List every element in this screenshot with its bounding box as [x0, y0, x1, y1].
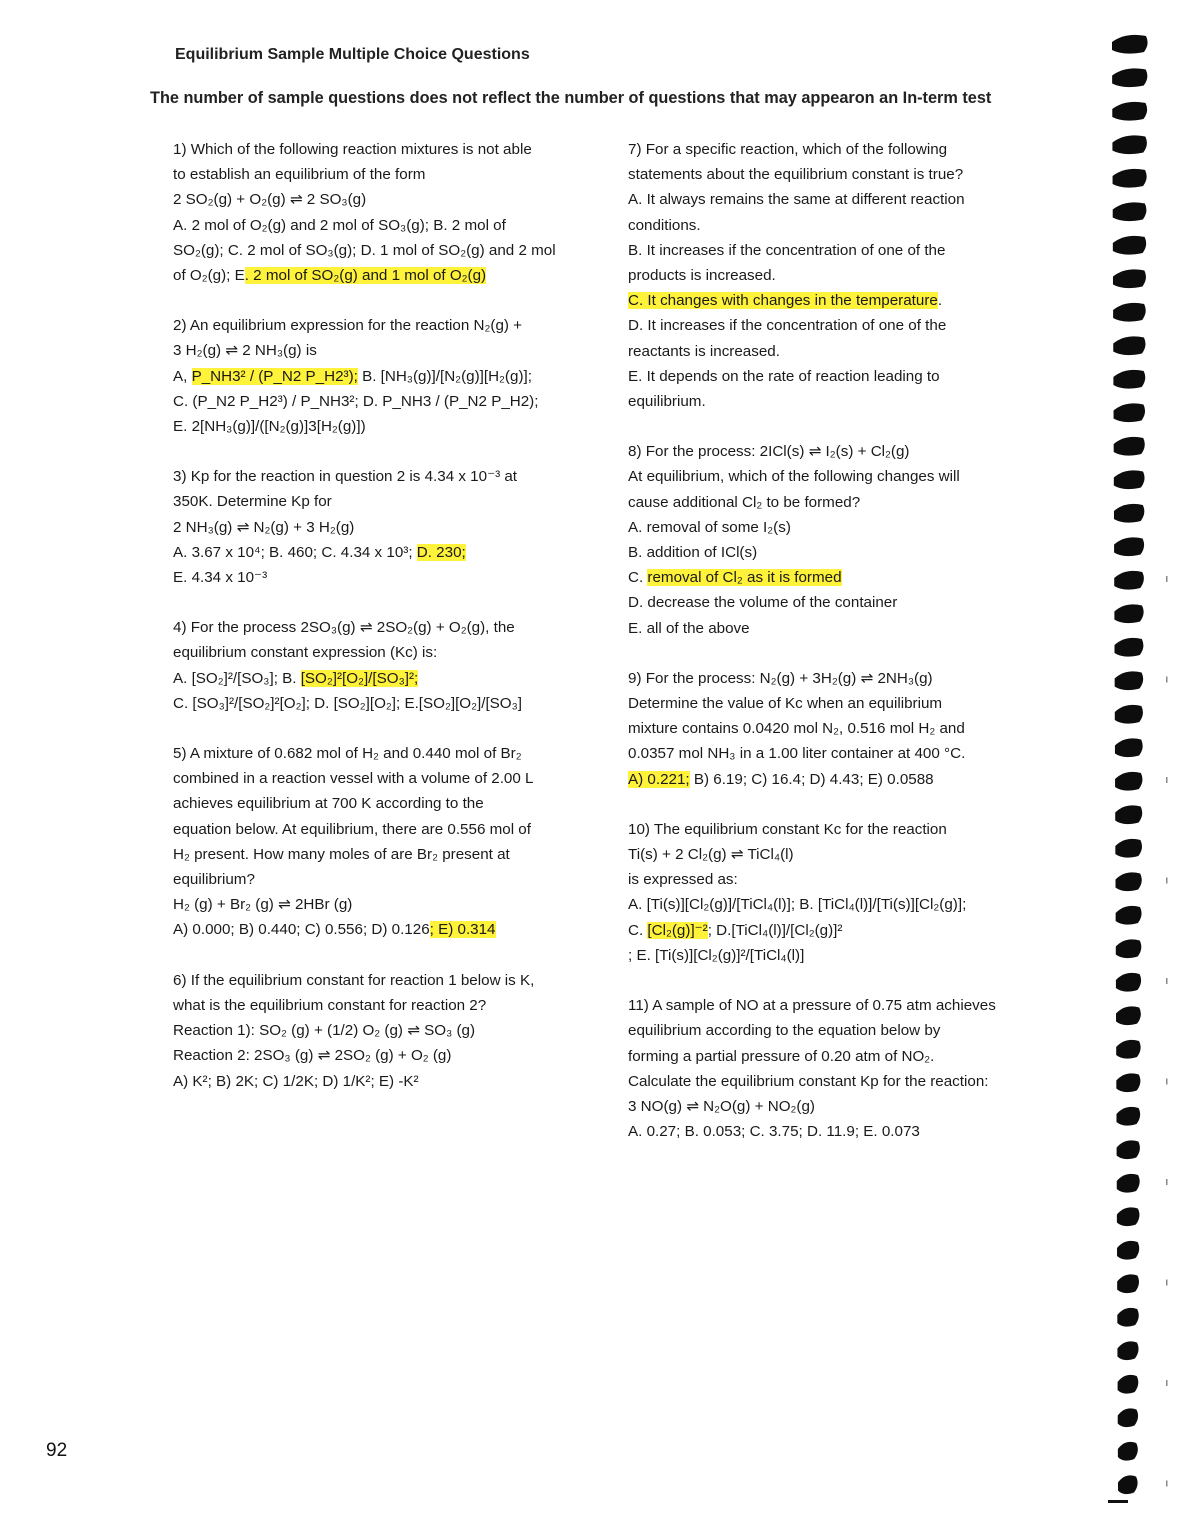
question-text: A. 2 mol of O₂(g) and 2 mol of SO₃(g); B. 2 mol of [173, 216, 506, 234]
question-line [628, 716, 1028, 741]
question-line [173, 565, 593, 590]
question-line [628, 1119, 1028, 1144]
question-text: forming a partial pressure of 0.20 atm of NO₂. [628, 1047, 935, 1065]
question-text: A. [Ti(s)][Cl₂(g)]/[TiCl₄(l)]; B. [TiCl₄(l)]/[Ti(s)][Cl₂(g)]; [628, 896, 967, 914]
question-text: A, [173, 367, 192, 385]
question-text: B) 6.19; C) 16.4; D) 4.43; E) 0.0588 [689, 770, 934, 788]
question-text: A. removal of some I₂(s) [628, 518, 791, 536]
binding-ring [1114, 537, 1144, 556]
question-text: 3) Kp for the reaction in question 2 is 4.34 x 10⁻³ at [173, 468, 518, 486]
binding-ring [1113, 303, 1146, 322]
question-text: E. It depends on the rate of reaction leading to [628, 367, 940, 385]
binding-ring [1117, 1174, 1140, 1193]
binding-ring [1116, 1107, 1140, 1126]
binding-ring [1115, 772, 1142, 791]
question-text: C. [628, 569, 648, 587]
question-text: Reaction 1): SO₂ (g) + (1/2) O₂ (g) ⇌ SO₃ (g) [173, 1022, 476, 1040]
question-text: equilibrium. [628, 393, 706, 411]
binding-ring [1113, 336, 1145, 355]
question-line [173, 464, 593, 489]
binding-ring [1113, 202, 1147, 221]
binding-hole-mark [1166, 878, 1168, 884]
binding-ring [1117, 1308, 1138, 1327]
binding-ring [1116, 973, 1141, 992]
question-line [173, 666, 593, 691]
question-line [173, 1043, 593, 1068]
question-line [628, 162, 1028, 187]
question-text: B. It increases if the concentration of one of the [628, 241, 946, 259]
question-line [173, 640, 593, 665]
question-text: conditions. [628, 216, 701, 234]
binding-ring [1116, 906, 1142, 925]
binding-hole-mark [1166, 1179, 1168, 1185]
binding-ring [1115, 872, 1141, 891]
question-block [173, 968, 593, 1094]
question-text: 11) A sample of NO at a pressure of 0.75 atm achieves [628, 997, 996, 1015]
binding-hole-mark [1166, 576, 1168, 582]
question-line [628, 767, 1028, 792]
binding-hole-mark [1166, 1280, 1168, 1286]
binding-ring [1115, 638, 1144, 657]
question-text: A. [SO₂]²/[SO₃]; B. [173, 669, 301, 687]
question-block [173, 137, 593, 288]
binding-hole-mark [1166, 1380, 1168, 1386]
question-text: D. decrease the volume of the container [628, 594, 898, 612]
question-line [628, 464, 1028, 489]
question-line [628, 439, 1028, 464]
question-line [173, 414, 593, 439]
page-title: Equilibrium Sample Multiple Choice Questions [175, 46, 530, 63]
binding-ring [1114, 437, 1145, 456]
question-line [173, 263, 593, 288]
question-text: of O₂(g); E [173, 267, 245, 285]
question-line [628, 1044, 1028, 1069]
binding-hole-mark [1166, 1481, 1168, 1487]
question-block [628, 666, 1028, 792]
question-line [173, 917, 593, 942]
question-line [628, 1094, 1028, 1119]
binding-ring [1117, 1207, 1140, 1226]
question-line [628, 590, 1028, 615]
question-text: 3 NO(g) ⇌ N₂O(g) + NO₂(g) [628, 1097, 815, 1115]
question-text: equilibrium according to the equation below by [628, 1022, 941, 1040]
highlighted-answer: [SO₂]²[O₂]/[SO₃]²; [300, 669, 419, 687]
question-text: C. [SO₃]²/[SO₂]²[O₂]; D. [SO₂][O₂]; E.[SO₂][O₂]/[SO₃] [173, 694, 523, 712]
binding-base-line [1108, 1500, 1128, 1503]
question-text: H₂ present. How many moles of are Br₂ present at [173, 845, 510, 863]
question-text: products is increased. [628, 267, 776, 285]
binding-ring [1114, 470, 1145, 489]
question-line [173, 791, 593, 816]
binding-ring [1117, 1241, 1139, 1260]
question-block [173, 313, 593, 439]
question-line [173, 993, 593, 1018]
question-text: ; E. [Ti(s)][Cl₂(g)]²/[TiCl₄(l)] [628, 946, 805, 964]
question-line [628, 867, 1028, 892]
page-subtitle: The number of sample questions does not reflect the number of questions that may appearon an In-term test [150, 89, 992, 107]
question-text: B. [NH₃(g)]/[N₂(g)][H₂(g)]; [357, 367, 532, 385]
binding-ring [1112, 102, 1147, 121]
question-line [628, 389, 1028, 414]
binding-ring [1118, 1442, 1138, 1461]
question-line [628, 1018, 1028, 1043]
question-text: combined in a reaction vessel with a volume of 2.00 L [173, 770, 534, 788]
question-line [628, 817, 1028, 842]
binding-hole-mark [1166, 1079, 1168, 1085]
binding-ring [1113, 236, 1146, 255]
question-block [173, 741, 593, 943]
question-text: At equilibrium, which of the following changes will [628, 468, 960, 486]
question-text: 6) If the equilibrium constant for reaction 1 below is K, [173, 971, 535, 989]
binding-ring [1117, 1341, 1138, 1360]
question-text: 0.0357 mol NH₃ in a 1.00 liter container at 400 °C. [628, 745, 966, 763]
highlighted-answer: C. It changes with changes in the temperature [628, 292, 938, 310]
right-question-column [628, 137, 1028, 1169]
highlighted-answer: A) 0.221; [628, 770, 690, 788]
question-line [173, 1018, 593, 1043]
question-line [173, 892, 593, 917]
question-line [628, 137, 1028, 162]
question-line [173, 137, 593, 162]
page-number: 92 [46, 1440, 68, 1461]
question-text: 5) A mixture of 0.682 mol of H₂ and 0.440 mol of Br₂ [173, 745, 522, 763]
binding-ring [1118, 1475, 1138, 1494]
question-line [628, 540, 1028, 565]
question-text: equilibrium? [173, 871, 255, 889]
question-text: 1) Which of the following reaction mixtures is not able [173, 141, 532, 158]
binding-ring [1114, 571, 1144, 590]
question-text: 10) The equilibrium constant Kc for the reaction [628, 820, 947, 838]
binding-ring [1113, 370, 1145, 389]
question-line [173, 162, 593, 187]
question-line [628, 213, 1028, 238]
question-text: what is the equilibrium constant for reaction 2? [173, 996, 487, 1014]
question-line [628, 364, 1028, 389]
question-line [628, 490, 1028, 515]
question-line [173, 489, 593, 514]
question-line [628, 943, 1028, 968]
binding-ring [1114, 403, 1146, 422]
question-text: D. It increases if the concentration of one of the [628, 317, 947, 335]
question-line [173, 238, 593, 263]
question-text: equation below. At equilibrium, there are 0.556 mol of [173, 820, 531, 838]
binding-ring [1113, 169, 1147, 188]
question-text: A. 0.27; B. 0.053; C. 3.75; D. 11.9; E. 0.073 [628, 1123, 920, 1141]
binding-ring [1118, 1375, 1139, 1394]
question-text: Reaction 2: 2SO₃ (g) ⇌ 2SO₂ (g) + O₂ (g) [173, 1047, 452, 1065]
binding-ring [1118, 1408, 1138, 1427]
question-text: mixture contains 0.0420 mol N₂, 0.516 mol H₂ and [628, 720, 965, 738]
question-line [173, 515, 593, 540]
question-block [628, 137, 1028, 414]
binding-ring [1116, 939, 1142, 958]
question-text: C. [628, 921, 648, 939]
binding-ring [1115, 805, 1142, 824]
question-line [173, 766, 593, 791]
binding-ring [1115, 671, 1144, 690]
question-text: achieves equilibrium at 700 K according to the [173, 795, 484, 813]
question-text: 4) For the process 2SO₃(g) ⇌ 2SO₂(g) + O₂(g), the [173, 619, 515, 637]
question-text: C. (P_N2 P_H2³) / P_NH3²; D. P_NH3 / (P_N2 P_H2); [173, 392, 539, 410]
highlighted-answer: removal of Cl₂ as it is formed [647, 569, 842, 587]
question-line [173, 867, 593, 892]
question-line [173, 540, 593, 565]
question-line [628, 892, 1028, 917]
question-line [628, 313, 1028, 338]
spiral-binding-graphic [1108, 30, 1200, 1530]
question-line [628, 741, 1028, 766]
question-block [628, 439, 1028, 641]
question-text: 2) An equilibrium expression for the reaction N₂(g) + [173, 317, 523, 335]
question-line [628, 263, 1028, 288]
question-line [628, 1069, 1028, 1094]
question-line [173, 691, 593, 716]
question-line [173, 968, 593, 993]
question-text: Ti(s) + 2 Cl₂(g) ⇌ TiCl₄(l) [628, 846, 794, 864]
question-line [173, 615, 593, 640]
question-text: A. It always remains the same at different reaction [628, 191, 965, 209]
question-line [173, 741, 593, 766]
question-text: statements about the equilibrium constant is true? [628, 166, 964, 184]
question-line [628, 515, 1028, 540]
binding-ring [1112, 68, 1147, 87]
binding-ring [1116, 1006, 1141, 1025]
question-text: E. 4.34 x 10⁻³ [173, 569, 268, 587]
binding-ring [1114, 504, 1144, 523]
binding-ring [1115, 839, 1142, 858]
binding-hole-mark [1166, 777, 1168, 783]
question-text: 9) For the process: N₂(g) + 3H₂(g) ⇌ 2NH₃(g) [628, 669, 933, 687]
question-text: H₂ (g) + Br₂ (g) ⇌ 2HBr (g) [173, 896, 353, 914]
question-line [628, 339, 1028, 364]
question-line [173, 338, 593, 363]
question-text: Determine the value of Kc when an equilibrium [628, 695, 943, 713]
question-text: cause additional Cl₂ to be formed? [628, 493, 861, 511]
question-text: 8) For the process: 2ICl(s) ⇌ I₂(s) + Cl₂(g) [628, 443, 910, 461]
question-line [173, 817, 593, 842]
binding-ring [1113, 269, 1146, 288]
highlighted-answer: D. 230; [416, 543, 466, 561]
question-block [173, 615, 593, 716]
question-text: . [937, 292, 943, 310]
question-line [628, 616, 1028, 641]
binding-hole-mark [1166, 978, 1168, 984]
binding-ring [1112, 135, 1146, 154]
question-text: E. 2[NH₃(g)]/([N₂(g)]3[H₂(g)]) [173, 418, 366, 436]
question-line [628, 842, 1028, 867]
highlighted-answer: P_NH3² / (P_N2 P_H2³); [191, 367, 358, 385]
question-line [628, 565, 1028, 590]
binding-ring [1116, 1073, 1140, 1092]
question-line [628, 666, 1028, 691]
question-text: 7) For a specific reaction, which of the following [628, 141, 948, 158]
question-text: 2 NH₃(g) ⇌ N₂(g) + 3 H₂(g) [173, 518, 355, 536]
question-line [173, 389, 593, 414]
binding-ring [1112, 35, 1148, 54]
question-line [173, 1069, 593, 1094]
question-text: to establish an equilibrium of the form [173, 166, 426, 184]
question-text: 2 SO₂(g) + O₂(g) ⇌ 2 SO₃(g) [173, 191, 367, 209]
binding-ring [1115, 738, 1143, 757]
binding-ring [1116, 1040, 1140, 1059]
question-text: SO₂(g); C. 2 mol of SO₃(g); D. 1 mol of SO₂(g) and 2 mol [173, 241, 556, 259]
binding-ring [1114, 604, 1143, 623]
binding-ring [1117, 1140, 1140, 1159]
question-block [628, 993, 1028, 1144]
question-line [628, 691, 1028, 716]
binding-ring [1115, 705, 1143, 724]
question-text: E. all of the above [628, 619, 750, 637]
binding-ring [1117, 1274, 1139, 1293]
question-text: B. addition of ICl(s) [628, 544, 758, 562]
question-text: A. 3.67 x 10⁴; B. 460; C. 4.34 x 10³; [173, 543, 417, 561]
question-text: equilibrium constant expression (Kc) is: [173, 644, 438, 662]
question-line [628, 187, 1028, 212]
question-block [173, 464, 593, 590]
highlighted-answer: . 2 mol of SO₂(g) and 1 mol of O₂(g) [244, 267, 487, 285]
question-line [173, 187, 593, 212]
spiral-binding [1108, 30, 1200, 1530]
binding-hole-mark [1166, 677, 1168, 683]
question-text: A) K²; B) 2K; C) 1/2K; D) 1/K²; E) -K² [173, 1072, 419, 1090]
question-text: 3 H₂(g) ⇌ 2 NH₃(g) is [173, 342, 317, 360]
question-text: is expressed as: [628, 871, 738, 889]
question-line [628, 993, 1028, 1018]
question-text: reactants is increased. [628, 342, 780, 360]
highlighted-answer: ; E) 0.314 [429, 921, 496, 939]
question-text: ; D.[TiCl₄(l)]/[Cl₂(g)]² [707, 921, 843, 939]
question-line [173, 213, 593, 238]
question-block [628, 817, 1028, 968]
question-line [628, 288, 1028, 313]
highlighted-answer: [Cl₂(g)]⁻² [647, 921, 708, 939]
question-line [628, 918, 1028, 943]
question-text: 350K. Determine Kp for [173, 493, 332, 511]
question-line [173, 313, 593, 338]
question-line [173, 364, 593, 389]
left-question-column [173, 137, 593, 1119]
question-text: Calculate the equilibrium constant Kp for the reaction: [628, 1072, 989, 1090]
question-line [628, 238, 1028, 263]
question-text: A) 0.000; B) 0.440; C) 0.556; D) 0.126 [173, 921, 430, 939]
question-line [173, 842, 593, 867]
